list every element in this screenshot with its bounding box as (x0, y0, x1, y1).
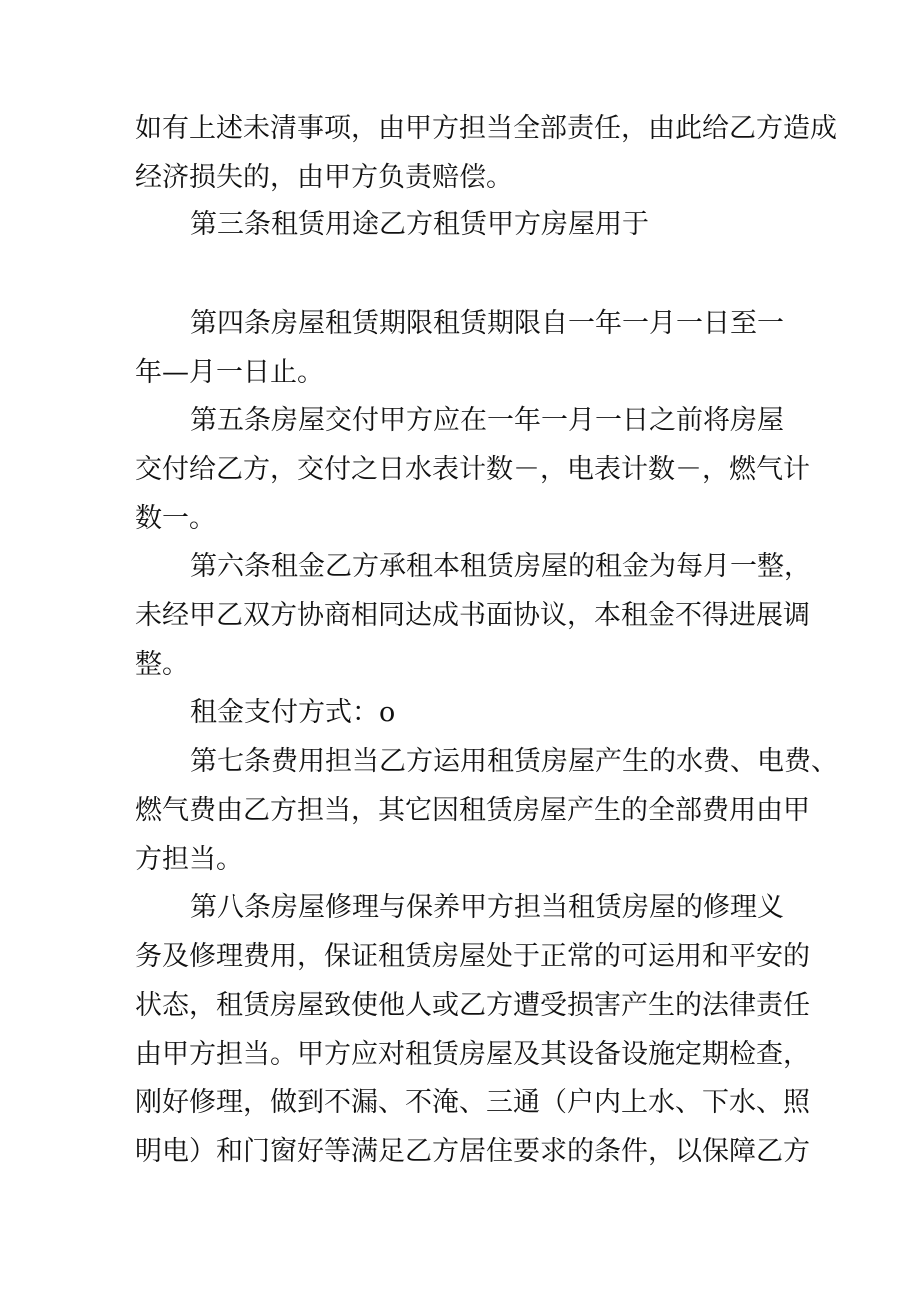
text-line: 整。 (135, 649, 189, 680)
article-4-heading-line: 第四条房屋租赁期限租赁期限自一年一月一日至一 (190, 308, 784, 339)
text-line: 数一。 (135, 503, 216, 534)
text-line: 状态，租赁房屋致使他人或乙方遭受损害产生的法律责任 (135, 990, 810, 1021)
text-line: 务及修理费用，保证租赁房屋处于正常的可运用和平安的 (135, 941, 810, 972)
article-3-heading-line: 第三条租赁用途乙方租赁甲方房屋用于 (190, 209, 649, 240)
article-8-heading-line: 第八条房屋修理与保养甲方担当租赁房屋的修理义 (190, 892, 784, 923)
text-line: 刚好修理，做到不漏、不淹、三通（户内上水、下水、照 (135, 1087, 810, 1118)
text-line: 年—月一日止。 (135, 357, 324, 388)
text-line: 未经甲乙双方协商相同达成书面协议，本租金不得进展调 (135, 600, 810, 631)
text-line: 如有上述未清事项，由甲方担当全部责任，由此给乙方造成 (135, 113, 837, 144)
text-line: 由甲方担当。甲方应对租赁房屋及其设备设施定期检查， (135, 1039, 810, 1070)
article-5-heading-line: 第五条房屋交付甲方应在一年一月一日之前将房屋 (190, 405, 784, 436)
article-6-heading-line: 第六条租金乙方承租本租赁房屋的租金为每月一整， (190, 551, 811, 582)
text-line: 燃气费由乙方担当，其它因租赁房屋产生的全部费用由甲 (135, 795, 810, 826)
payment-method-line: 租金支付方式：o (190, 697, 396, 728)
article-7-heading-line: 第七条费用担当乙方运用租赁房屋产生的水费、电费、 (190, 746, 838, 777)
text-line: 经济损失的，由甲方负责赔偿。 (135, 162, 513, 193)
text-line: 方担当。 (135, 844, 243, 875)
text-line: 明电）和门窗好等满足乙方居住要求的条件，以保障乙方 (135, 1136, 810, 1167)
text-line: 交付给乙方，交付之日水表计数－，电表计数－，燃气计 (135, 454, 810, 485)
